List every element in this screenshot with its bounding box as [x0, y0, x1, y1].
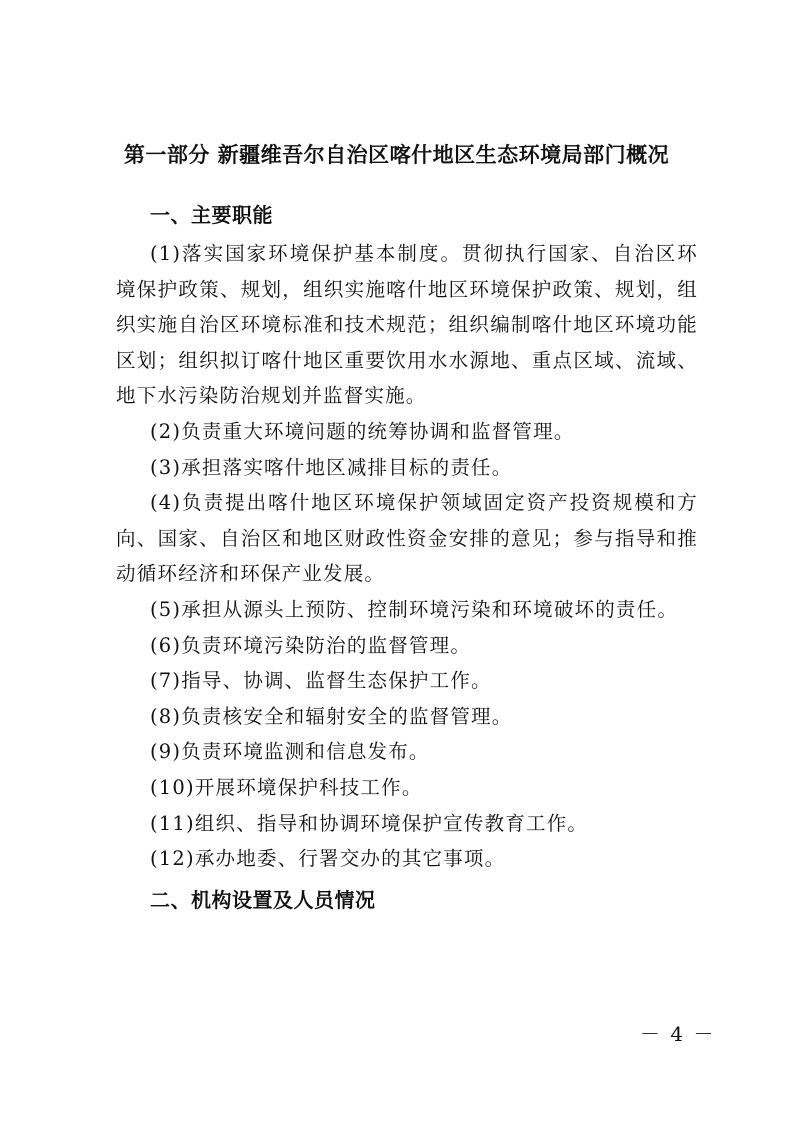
- function-paragraph-5: (5)承担从源头上预防、控制环境污染和环境破坏的责任。: [150, 597, 679, 621]
- page-title: 第一部分 新疆维吾尔自治区喀什地区生态环境局部门概况: [123, 143, 670, 167]
- function-paragraph-7: (7)指导、协调、监督生态保护工作。: [150, 669, 492, 693]
- function-paragraph-10: (10)开展环境保护科技工作。: [150, 775, 423, 799]
- function-paragraph-9: (9)负责环境监测和信息发布。: [150, 740, 430, 764]
- section-heading-organization: 二、机构设置及人员情况: [150, 888, 376, 912]
- function-paragraph-3: (3)承担落实喀什地区减排目标的责任。: [150, 455, 513, 479]
- function-paragraph-8: (8)负责核安全和辐射安全的监督管理。: [150, 704, 513, 728]
- section-heading-main-functions: 一、主要职能: [150, 203, 273, 227]
- page-number: － 4 －: [640, 1022, 716, 1046]
- function-paragraph-12: (12)承办地委、行署交办的其它事项。: [150, 847, 506, 871]
- function-paragraph-2: (2)负责重大环境问题的统筹协调和监督管理。: [150, 419, 575, 443]
- function-paragraph-4: (4)负责提出喀什地区环境保护领域固定资产投资规模和方向、国家、自治区和地区财政性资金安排的意见；参与指导和推动循环经济和环保产业发展。: [116, 491, 698, 586]
- function-paragraph-1: (1)落实国家环境保护基本制度。贯彻执行国家、自治区环境保护政策、规划，组织实施喀什地区环境保护政策、规划，组织实施自治区环境标准和技术规范；组织编制喀什地区环境功能区划；组织拟订喀什地区重要饮用水水源地、重点区域、流域、地下水污染防治规划并监督实施。: [116, 242, 698, 408]
- function-paragraph-11: (11)组织、指导和协调环境保护宣传教育工作。: [150, 811, 589, 835]
- functions-list: [116, 236, 698, 877]
- function-paragraph-6: (6)负责环境污染防治的监督管理。: [150, 633, 472, 657]
